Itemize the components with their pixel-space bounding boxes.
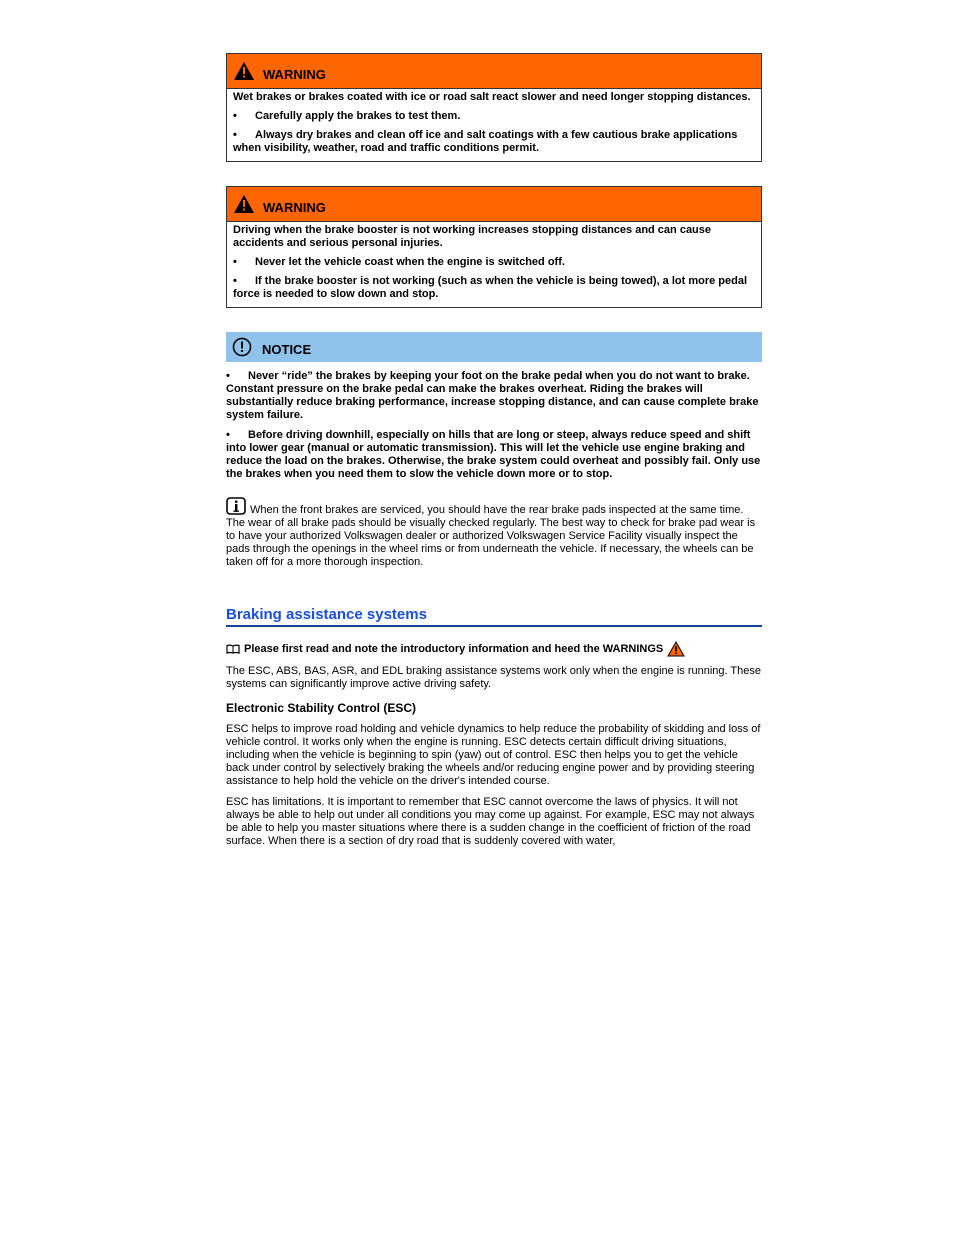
info-text: When the front brakes are serviced, you should have the rear brake pads inspected at the same time. The wear of all brake pads should be visually checked regularly. The best way to check for brake pad wear is to have your authorized Volkswagen dealer or authorized Volkswagen Service Facility visually inspect the pads through the openings in the wheel rims or from underneath the vehicle. If necessary, the wheels can be taken off for a more thorough inspection.: [226, 504, 756, 568]
esc-paragraph-2: ESC has limitations. It is important to remember that ESC cannot overcome the laws of physics. It will not always be able to help out under all conditions you may come up against. For example, ESC may not always be able to help you master situations where there is a sudden change in the coefficient of friction of the road surface. When there is a section of dry road that is suddenly covered with water,: [226, 796, 755, 847]
warning-title: WARNING: [263, 199, 326, 215]
list-item: • If the brake booster is not working (such as when the vehicle is being towed), a lot more pedal force is needed to slow down and stop.: [233, 275, 748, 300]
manual-page: [226, 53, 762, 848]
list-item: • Always dry brakes and clean off ice and salt coatings with a few cautious brake applications when visibility, weather, road and traffic conditions permit.: [233, 129, 738, 154]
bullet-icon: •: [226, 370, 230, 382]
warning-header: [227, 187, 761, 222]
section-title: Braking assistance systems: [226, 606, 762, 627]
bullet-icon: •: [233, 256, 237, 268]
warning-intro: Wet brakes or brakes coated with ice or road salt react slower and need longer stopping distances.: [233, 91, 751, 103]
notice-title: NOTICE: [262, 341, 312, 357]
list-item: • Carefully apply the brakes to test them.: [233, 110, 461, 122]
notice-body: [226, 362, 762, 481]
info-note: [226, 497, 762, 569]
warning-box-brake-booster: [226, 186, 762, 308]
notice-box: [226, 332, 762, 481]
list-item: • Never “ride” the brakes by keeping your foot on the brake pedal when you do not want to brake. Constant pressure on the brake pedal can make the brakes overheat. Riding the brakes will substantially reduce braking performance, increase stopping distance, and can cause complete brake system failure.: [226, 370, 759, 421]
bullet-icon: •: [233, 110, 237, 122]
read-first-note: Please first read and note the introductory information and heed the WARNINGS: [226, 641, 762, 657]
list-item: • Never let the vehicle coast when the engine is switched off.: [233, 256, 565, 268]
list-item: • Before driving downhill, especially on hills that are long or steep, always reduce speed and shift into lower gear (manual or automatic transmission). This will let the vehicle use engine braking and reduce the load on the brakes. Otherwise, the brake system could overheat and possibly fail. Only use the brakes when you need them to slow the vehicle down more or to stop.: [226, 429, 761, 480]
notice-exclamation-icon: [232, 337, 252, 357]
section-intro: The ESC, ABS, BAS, ASR, and EDL braking assistance systems work only when the engine is running. These systems can significantly improve active driving safety.: [226, 665, 761, 690]
notice-header: [226, 332, 762, 362]
subsection-title: Electronic Stability Control (ESC): [226, 701, 417, 715]
warning-triangle-icon[interactable]: [667, 641, 685, 657]
bullet-icon: •: [233, 275, 237, 287]
warning-box-wet-brakes: [226, 53, 762, 162]
warning-triangle-icon: [233, 61, 255, 81]
warning-body: [227, 89, 761, 161]
book-icon: [226, 644, 240, 654]
bullet-icon: •: [233, 129, 237, 141]
info-icon: [226, 497, 246, 515]
warning-title: WARNING: [263, 66, 326, 82]
warning-body: [227, 222, 761, 307]
esc-paragraph-1: ESC helps to improve road holding and vehicle dynamics to help reduce the probability of skidding and loss of vehicle control. It works only when the engine is running. ESC detects certain difficult driving situations, including when the vehicle is beginning to spin (yaw) out of control. ESC then helps you to get the vehicle back under control by selectively braking the wheels and/or reducing engine power and by providing steering assistance to help hold the vehicle on the driver's intended course.: [226, 723, 761, 787]
warning-intro: Driving when the brake booster is not working increases stopping distances and can cause accidents and serious personal injuries.: [233, 224, 712, 249]
warning-header: [227, 54, 761, 89]
bullet-icon: •: [226, 429, 230, 441]
warning-triangle-icon: [233, 194, 255, 214]
